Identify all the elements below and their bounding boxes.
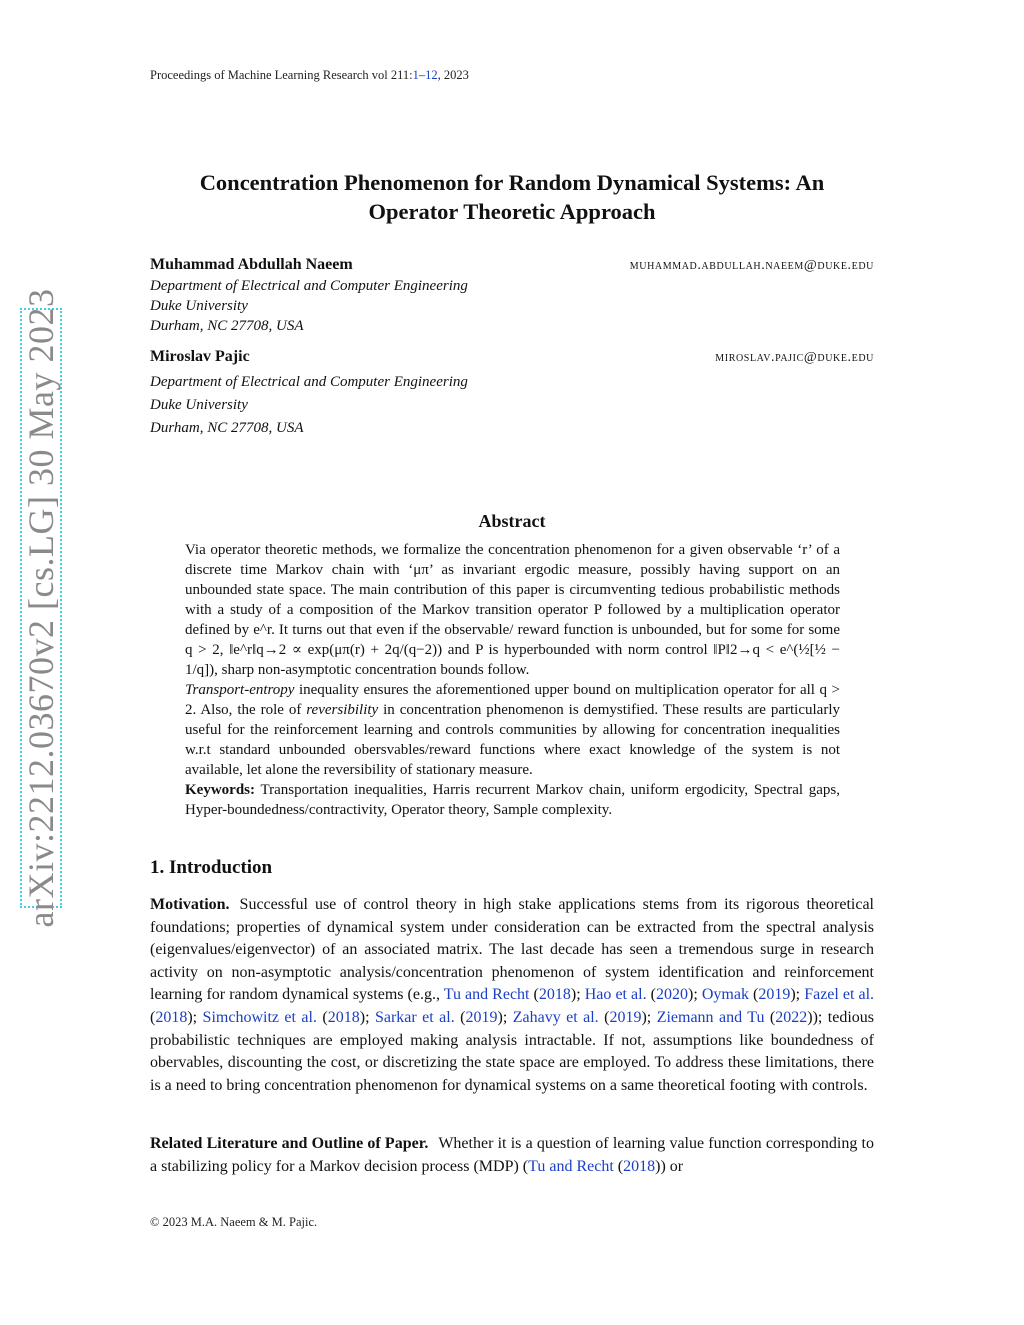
cite-sarkar[interactable]: Sarkar et al.	[374, 1008, 455, 1026]
related-paragraph: Related Literature and Outline of Paper. Whether it is a question of learning value function corresponding to a stabilizing policy for a Markov decision process (MDP) (Tu and Recht (2018)) or	[150, 1135, 875, 1175]
venue: Proceedings of Machine Learning Research vol 211:	[150, 68, 413, 82]
cite-sarkar-year[interactable]: 2019	[465, 1008, 498, 1026]
cite-oymak-year[interactable]: 2019	[758, 986, 791, 1004]
cite-oymak[interactable]: Oymak	[701, 986, 749, 1004]
author-2-address: Durham, NC 27708, USA	[150, 420, 304, 436]
arxiv-sidebar[interactable]	[20, 288, 62, 928]
related-text-1: Whether it is a question of learning value function corresponding to a stabilizing policy for a Markov decision process (MDP) (	[150, 1135, 875, 1175]
cite-ziemann-tu[interactable]: Ziemann and Tu	[656, 1008, 765, 1026]
paper-title	[150, 168, 874, 226]
abstract-para-2b: in concentration phenomenon is demystified. These results are particularly useful for the reinforcement learning and controls communities by allowing for concentration inequalities w.r.t standard unbounded obersvables/reward functions where exact knowledge of the system is not available, let alone the reversibility of stationary measure.	[185, 702, 840, 778]
motivation-text-1: Successful use of control theory in high stake applications stems from its rigorous theoretical foundations; properties of dynamical system under consideration can be extracted from the spectral analysis (eigenvalues/eigenvector) of an associated matrix. The last decade has seen a tremendous surge in research activity on non-asymptotic analysis/concentration phenomenon of system identification and reinforcement learning for random dynamical systems (e.g.,	[150, 896, 874, 1004]
author-2-univ: Duke University	[150, 397, 248, 413]
motivation-label: Motivation.	[150, 896, 230, 913]
reversibility-term: reversibility	[306, 702, 379, 718]
transport-entropy-term: Transport-entropy	[185, 682, 295, 698]
page-dash: –	[418, 68, 426, 82]
related-label: Related Literature and Outline of Paper.	[150, 1135, 429, 1152]
keywords-text: Transportation inequalities, Harris recurrent Markov chain, uniform ergodicity, Spectral gaps, Hyper-boundedness/contractivity, Operator theory, Sample complexity.	[185, 782, 840, 818]
cite-zahavy-year[interactable]: 2019	[609, 1008, 642, 1026]
author-1-univ: Duke University	[150, 298, 248, 314]
page-end-link[interactable]: 12	[425, 68, 438, 82]
year: , 2023	[437, 68, 469, 82]
author-1-address: Durham, NC 27708, USA	[150, 318, 304, 334]
cite-simchowitz[interactable]: Simchowitz et al.	[202, 1008, 317, 1026]
author-2-dept: Department of Electrical and Computer Engineering	[150, 374, 468, 390]
cite-zahavy[interactable]: Zahavy et al.	[512, 1008, 599, 1026]
cite-tu-recht-2-year[interactable]: 2018	[623, 1157, 656, 1175]
cite-tu-recht-2[interactable]: Tu and Recht	[528, 1157, 614, 1175]
abstract-body	[185, 540, 840, 820]
section-heading-introduction: 1. Introduction	[150, 857, 273, 878]
cite-tu-recht-year[interactable]: 2018	[538, 986, 571, 1004]
cite-fazel[interactable]: Fazel et al.	[804, 986, 875, 1004]
title-line-2: Operator Theoretic Approach	[368, 199, 656, 224]
keywords	[185, 780, 840, 820]
cite-tu-recht[interactable]: Tu and Recht	[443, 986, 530, 1004]
related-text-2: )) or	[655, 1157, 684, 1175]
author-1-email[interactable]: muhammad.abdullah.naeem@duke.edu	[629, 258, 874, 273]
copyright-footer: © 2023 M.A. Naeem & M. Pajic.	[150, 1215, 318, 1229]
author-2-name: Miroslav Pajic	[150, 348, 250, 365]
title-line-1: Concentration Phenomenon for Random Dynamical Systems: An	[199, 170, 825, 195]
arxiv-identifier: arXiv:2212.03670v2 [cs.LG] 30 May 2023	[21, 288, 61, 928]
abstract-heading: Abstract	[478, 511, 546, 531]
author-1-affiliation	[150, 276, 468, 336]
cite-hao[interactable]: Hao et al.	[584, 986, 647, 1004]
motivation-paragraph: Motivation. Successful use of control theory in high stake applications stems from its rigorous theoretical foundations; properties of dynamical system under consideration can be extracted from the spectral analysis (eigenvalues/eigenvector) of an associated matrix. The last decade has seen a tremendous surge in research activity on non-asymptotic analysis/concentration phenomenon of system identification and reinforcement learning for random dynamical systems (e.g., Tu and Recht (2018); Hao et al. (2020); Oymak (2019); Fazel et al. (2018); Simchowitz et al. (2018); Sarkar et al. (2019); Zahavy et al. (2019); Ziemann and Tu (2022)); tedious probabilistic techniques are employed making analysis intractable. If not, assumptions like boundedness of obervables, discounting the cost, or discretizing the state space are employed. To address these limitations, there is a need to bring concentration phenomenon for dynamical systems on a same theoretical footing with controls.	[150, 896, 875, 1094]
author-2-email[interactable]: miroslav.pajic@duke.edu	[715, 350, 874, 365]
cite-hao-year[interactable]: 2020	[656, 986, 688, 1004]
motivation-text-2: ); tedious probabilistic techniques are employed making analysis intractable. If not, assumptions like boundedness of obervables, discounting the cost, or discretizing the state space are employed. To address these limitations, there is a need to bring concentration phenomenon for dynamical systems on a same theoretical footing with controls.	[150, 1008, 875, 1094]
cite-fazel-year[interactable]: 2018	[155, 1008, 188, 1026]
cite-simchowitz-year[interactable]: 2018	[327, 1008, 360, 1026]
cite-ziemann-tu-year[interactable]: 2022	[775, 1008, 808, 1026]
abstract-para-2a: inequality ensures the aforementioned upper bound on multiplication operator for all q > 2. Also, the role of	[185, 682, 840, 718]
author-1-name: Muhammad Abdullah Naeem	[150, 256, 353, 273]
author-2-affiliation	[150, 372, 468, 438]
page-start-link[interactable]: 1	[412, 68, 419, 82]
keywords-label: Keywords:	[185, 782, 255, 798]
abstract-para-1: Via operator theoretic methods, we formalize the concentration phenomenon for a given observable ‘r’ of a discrete time Markov chain with ‘μπ’ as invariant ergodic measure, possibly having support on an unbounded state space. The main contribution of this paper is circumventing tedious probabilistic methods with a study of a composition of the Markov transition operator P followed by a multiplication operator defined by e^r. It turns out that even if the observable/ reward function is unbounded, but for some for some q > 2, ‖e^r‖q→2 ∝ exp(μπ(r) + 2q/(q−2)) and P is hyperbounded with norm control ‖P‖2→q < e^(½[½ − 1/q]), sharp non-asymptotic concentration bounds follow.	[185, 542, 840, 678]
abstract-para-2	[185, 680, 840, 780]
author-1-dept: Department of Electrical and Computer Engineering	[150, 278, 468, 294]
running-header	[150, 68, 469, 83]
